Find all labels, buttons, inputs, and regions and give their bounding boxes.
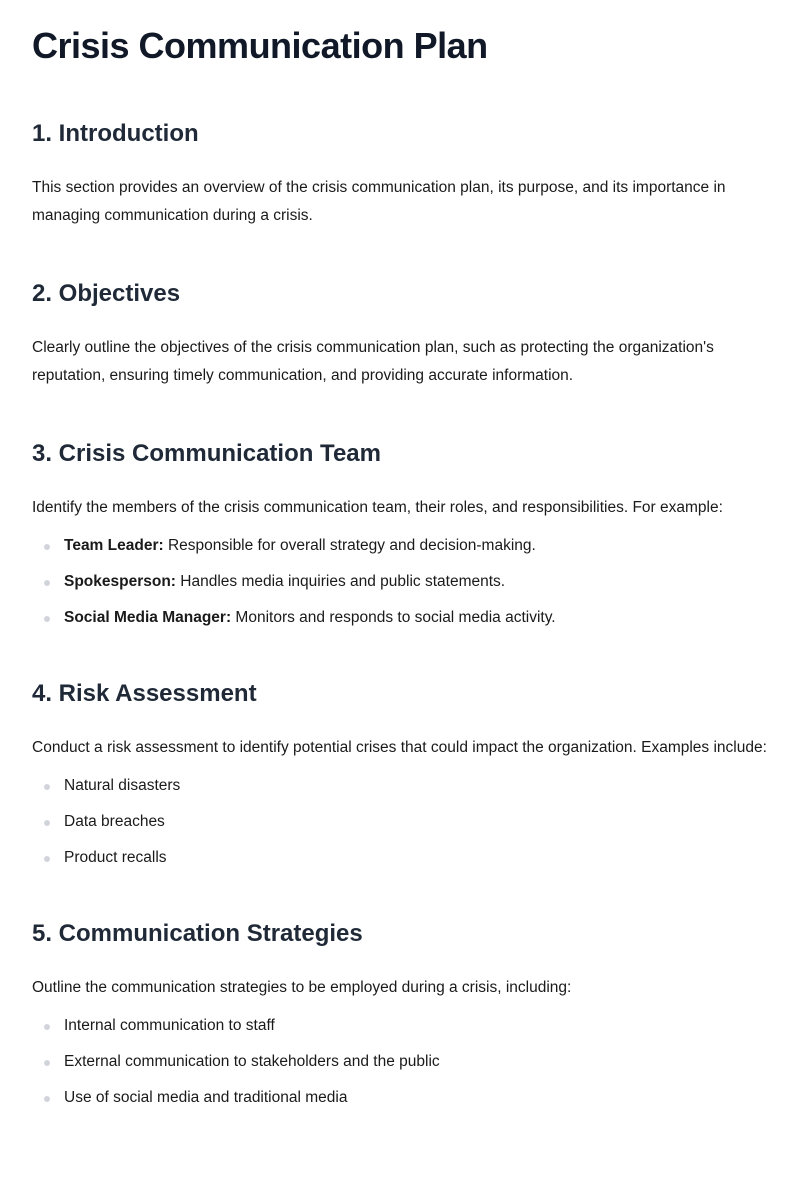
list-item	[32, 606, 768, 630]
team-list	[32, 534, 768, 630]
section-paragraph: This section provides an overview of the crisis communication plan, its purpose, and its importance in managing communication during a crisis.	[32, 179, 726, 224]
section-paragraph: Clearly outline the objectives of the crisis communication plan, such as protecting the organization's reputation, ensuring timely communication, and providing accurate information.	[32, 339, 714, 384]
section-heading: 4. Risk Assessment	[32, 680, 257, 707]
list-item-desc: Responsible for overall strategy and decision-making.	[163, 537, 536, 554]
risk-list	[32, 774, 768, 870]
list-item	[32, 534, 768, 558]
section-heading: 5. Communication Strategies	[32, 920, 363, 947]
list-item	[32, 570, 768, 594]
section-crisis-communication-team	[32, 440, 768, 630]
section-risk-assessment	[32, 680, 768, 870]
section-paragraph: Conduct a risk assessment to identify potential crises that could impact the organization. Examples include:	[32, 739, 767, 756]
section-heading: 2. Objectives	[32, 280, 181, 307]
section-paragraph: Identify the members of the crisis communication team, their roles, and responsibilities. For example:	[32, 499, 723, 516]
list-item: Natural disasters	[32, 774, 768, 798]
section-paragraph: Outline the communication strategies to be employed during a crisis, including:	[32, 979, 572, 996]
section-objectives	[32, 280, 768, 390]
document-title: Crisis Communication Plan	[32, 25, 488, 66]
list-item: Internal communication to staff	[32, 1014, 768, 1038]
list-item: Product recalls	[32, 846, 768, 870]
strategies-list	[32, 1014, 768, 1110]
list-item-term: Social Media Manager:	[64, 609, 232, 626]
section-communication-strategies	[32, 920, 768, 1110]
list-item-desc: Monitors and responds to social media activity.	[231, 609, 556, 626]
list-item-term: Spokesperson:	[64, 573, 176, 590]
section-heading: 3. Crisis Communication Team	[32, 440, 381, 467]
list-item-term: Team Leader:	[64, 537, 164, 554]
section-heading: 1. Introduction	[32, 120, 199, 147]
list-item-desc: Handles media inquiries and public statements.	[175, 573, 506, 590]
section-introduction	[32, 120, 768, 230]
list-item: External communication to stakeholders and the public	[32, 1050, 768, 1074]
list-item: Use of social media and traditional media	[32, 1086, 768, 1110]
list-item: Data breaches	[32, 810, 768, 834]
